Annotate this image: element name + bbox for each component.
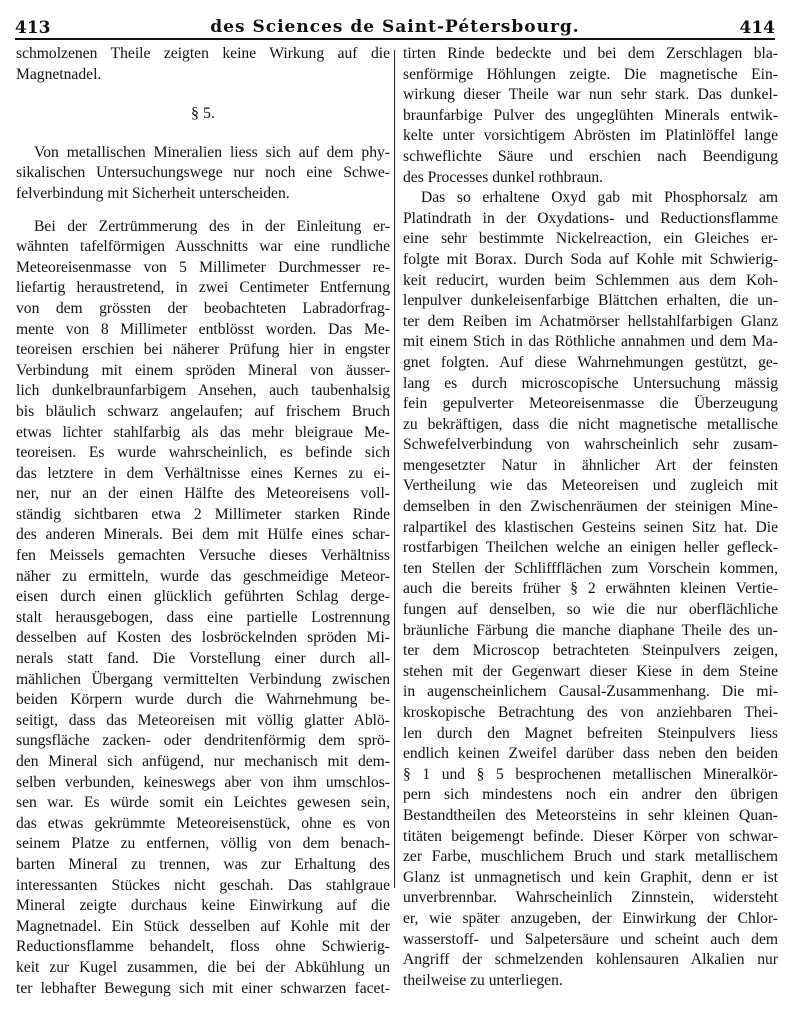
text-line: zu bekräftigen, dass die nicht magnetische metallische: [403, 415, 778, 433]
text-line: § 1 und § 5 besprochenen metallischen Mineralkör-: [403, 765, 778, 783]
text-line: stalt herausgebogen, dass eine partielle Lostrennung: [16, 608, 390, 626]
page-number-left: 413: [15, 18, 51, 38]
text-line: teoreisen erschien bei näherer Prüfung hier in engster: [16, 341, 390, 359]
text-line: interessanten Stückes nicht geschah. Das stahlgraue: [16, 876, 390, 894]
text-line: ter dem Reiben im Achatmörser hellstahlfarbigen Glanz: [403, 312, 778, 330]
section-heading: § 5.: [191, 105, 215, 123]
text-line: mengesetzter Natur in ähnlicher Art der feinsten: [403, 456, 778, 474]
text-line: nerals statt fand. Die Vorstellung einer durch all-: [16, 650, 390, 668]
text-line: Platindrath in der Oxydations- und Reductionsflamme: [403, 209, 778, 227]
text-line: liefartig heraustretend, in zwei Centimeter Entfernung: [16, 279, 390, 297]
text-line: titäten beigemengt befinde. Dieser Körper von schwar-: [403, 827, 778, 845]
text-line: len durch den Magnet befreiten Steinpulvers liess: [403, 724, 778, 742]
text-line: des anderen Minerals. Bei dem mit Hülfe eines schar-: [16, 526, 390, 544]
text-line: lang es durch microscopische Untersuchung mässig: [403, 374, 778, 392]
text-line: ständig sichtbaren etwa 2 Millimeter starken Rinde: [16, 505, 390, 523]
text-line: näher zu ermitteln, wurde das geschmeidige Meteor-: [16, 567, 390, 585]
text-line: Glanz ist unmagnetisch und kein Graphit, denn er ist: [403, 868, 778, 886]
text-line: ten Stellen der Schliffflächen zum Vorschein kommen,: [403, 559, 778, 577]
text-line: demselben in den Zwischenräumen der steinigen Mine-: [403, 498, 778, 516]
text-line: barten Mineral zu trennen, was zur Erhaltung des: [16, 855, 390, 873]
text-line: zer Farbe, muschlichem Bruch und stark metallischem: [403, 848, 778, 866]
text-line: mente von 8 Millimeter entblösst worden. Das Me-: [16, 320, 390, 338]
text-line: ralpartikel des klastischen Gesteins seinen Sitz hat. Die: [403, 518, 778, 536]
page-number-right: 414: [739, 18, 775, 38]
text-line: Angriff der schmelzenden kohlensauren Alkalien nur: [403, 951, 778, 969]
text-line: braunfarbige Pulver des ungeglühten Minerals entwik-: [403, 106, 778, 124]
text-line: pern sich mindestens noch ein andrer den übrigen: [403, 786, 778, 804]
text-line: von dem grössten der beobachteten Labradorfrag-: [16, 299, 390, 317]
text-line: seinem Platze zu entfernen, völlig von dem benach-: [16, 835, 390, 853]
text-line: Magnetnadel. Ein Stück desselben auf Kohle mit der: [16, 917, 390, 935]
text-line: den Mineral sich anfügend, nur mechanisch mit dem-: [16, 753, 390, 770]
text-line: auch die bereits früher § 2 erwähnten kleinen Vertie-: [403, 580, 778, 598]
text-line: ner, nur an der einen Hälfte des Meteoreisens voll-: [16, 485, 390, 503]
text-line: mählichen Übergang vermittelten Verbindung zwischen: [16, 670, 390, 688]
paragraph: [16, 143, 390, 205]
text-line: stehen mit der Gegenwart dieser Kiese in dem Steine: [403, 662, 778, 680]
text-line: lich dunkelbraunfarbigem Ansehen, auch taubenhalsig: [16, 382, 390, 400]
text-line: desselben auf Kosten des losbröckelnden spröden Mi-: [16, 629, 390, 647]
left-column: [16, 44, 390, 999]
text-line: das etwas gekrümmte Meteoreisenstück, ohne es von: [16, 814, 390, 832]
text-line: seitigt, dass das Meteoreisen mit völlig glatter Ablö-: [16, 711, 390, 729]
text-line: Bestandtheilen des Meteorsteins in sehr kleinen Quan-: [403, 806, 778, 824]
text-line: des Processes dunkel rothbraun.: [403, 168, 604, 186]
running-title: des Sciences de Saint-Pétersbourg.: [210, 17, 580, 37]
text-line: sungsfläche zacken- oder dendritenförmig dem sprö-: [16, 732, 390, 750]
text-line: Reductionsflamme behandelt, floss ohne Schwierig-: [16, 938, 390, 956]
column-divider: [394, 50, 395, 888]
text-line: rostfarbigen Theilchen welche an einigen heller gefleck-: [403, 539, 778, 557]
text-line: kroskopische Betrachtung des von anziehbaren Thei-: [403, 704, 778, 721]
text-line: gnet folgten. Auf diese Wahrnehmungen gestützt, ge-: [403, 353, 778, 371]
text-line: senförmige Höhlungen zeigte. Die magnetische Ein-: [403, 65, 778, 83]
text-line: Magnetnadel.: [16, 65, 102, 83]
text-line: etwas lichter stahlfarbig als das mehr bleigraue Me-: [16, 423, 390, 441]
text-line: keit reducirt, wurden beim Schlemmen aus dem Koh-: [403, 271, 778, 289]
text-line: Verbindung mit einem spröden Mineral von äusser-: [16, 361, 390, 379]
text-line: bis bläulich schwarz angelaufen; auf frischem Bruch: [16, 402, 390, 420]
text-line: Mineral zeigte durchaus keine Einwirkung auf die: [16, 897, 390, 915]
text-line: kelte unter vorsichtigem Abrösten im Platinlöffel lange: [403, 127, 778, 145]
text-line: sikalischen Untersuchungswege nur noch eine Schwe-: [16, 164, 390, 182]
text-line: schweflichte Säure und erschien nach Beendigung: [403, 147, 778, 165]
text-line: Vertheilung wie das Meteoreisen und zugleich mit: [403, 477, 778, 495]
text-line: fein gepulverter Meteoreisenmasse die Überzeugung: [403, 395, 778, 413]
text-line: selben verbunden, keineswegs aber von ihm umschlos-: [16, 773, 390, 791]
text-line: fungen auf denselben, so wie die nur oberflächliche: [403, 601, 778, 619]
text-line: unverbrennbar. Wahrscheinlich Zinnstein, widersteht: [403, 889, 778, 907]
text-line: er, wie später anzugeben, der Einwirkung der Chlor-: [403, 909, 778, 927]
paragraph-gap: [16, 205, 390, 217]
text-line: tirten Rinde bedeckte und bei dem Zerschlagen bla-: [403, 45, 778, 62]
text-line: lenpulver dunkeleisenfarbige Blättchen erhalten, die un-: [403, 292, 778, 310]
text-line: felverbindung mit Sicherheit unterscheiden.: [16, 184, 290, 202]
paragraph-continuation: [16, 44, 390, 85]
text-line: eisen durch einen glücklich geführten Schlag derge-: [16, 588, 390, 606]
text-line: wasserstoff- und Salpetersäure und scheint auch dem: [403, 930, 778, 948]
paragraph: [16, 217, 390, 1000]
text-line: das letztere in dem Verhältnisse eines Kernes zu ei-: [16, 464, 390, 482]
text-line: bräunliche Färbung die manche diaphane Theile des un-: [403, 621, 778, 639]
text-line: Bei der Zertrümmerung des in der Einleitung er-: [34, 217, 390, 235]
text-line: endlich keinen Zweifel darüber dass neben den beiden: [403, 745, 778, 763]
right-column: [403, 44, 778, 991]
header-rule: [15, 38, 775, 40]
paragraph-continuation: [403, 44, 778, 188]
text-line: schmolzenen Theile zeigten keine Wirkung auf die: [16, 45, 390, 62]
text-line: Das so erhaltene Oxyd gab mit Phosphorsalz am: [421, 189, 778, 207]
text-line: in augenscheinlichem Causal-Zusammenhang. Die mi-: [403, 683, 778, 701]
text-line: keit zur Kugel zusammen, die bei der Abkühlung un: [16, 958, 390, 976]
text-line: ter dem Microscop betrachteten Steinpulvers zeigen,: [403, 642, 778, 660]
text-line: eine sehr bestimmte Nickelreaction, ein Gleiches er-: [403, 230, 778, 248]
text-line: wähnten tafelförmigen Ausschnitts war eine rundliche: [16, 238, 390, 256]
text-line: beiden Körpern wurde durch die Wahrnehmung be-: [16, 691, 390, 709]
text-line: wirkung dieser Theile war nun sehr stark. Das dunkel-: [403, 86, 778, 104]
text-line: Von metallischen Mineralien liess sich auf dem phy-: [34, 143, 390, 161]
text-line: fen Meissels gemachten Versuche dieses Verhältniss: [16, 547, 390, 565]
text-line: theilweise zu unterliegen.: [403, 971, 563, 989]
text-line: sen war. Es würde somit ein Leichtes gewesen sein,: [16, 794, 390, 812]
text-line: ter lebhafter Bewegung sich mit einer schwarzen facet-: [16, 979, 390, 997]
text-line: folgte mit Borax. Durch Soda auf Kohle mit Schwierig-: [403, 250, 778, 268]
text-line: mit einem Stich in das Röthliche annahmen und dem Ma-: [403, 333, 778, 351]
text-line: teoreisen. Es wurde wahrscheinlich, es befinde sich: [16, 444, 390, 462]
paragraph: [403, 188, 778, 991]
text-line: Meteoreisenmasse von 5 Millimeter Durchmesser re-: [16, 258, 390, 276]
running-header: [15, 14, 775, 38]
text-line: Schwefelverbindung von wahrscheinlich sehr zusam-: [403, 436, 778, 454]
